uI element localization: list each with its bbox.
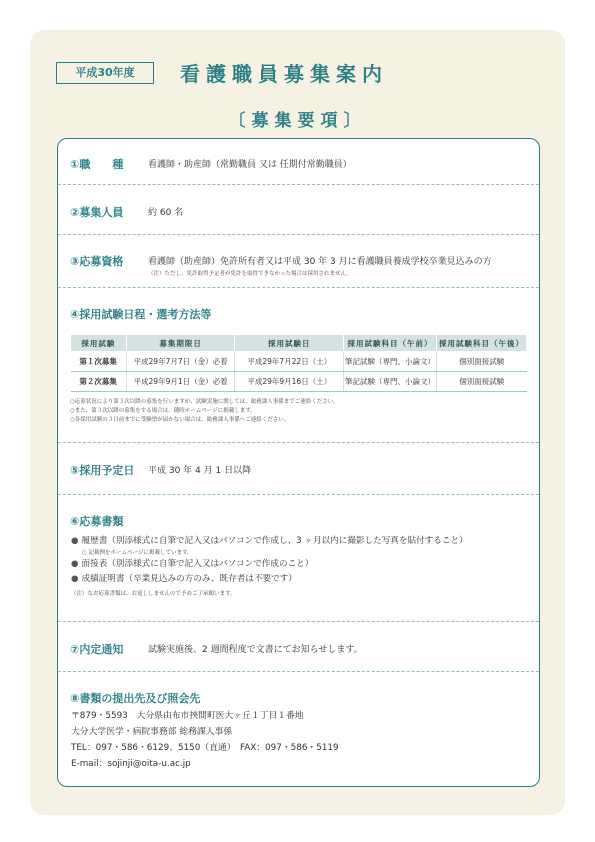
document-item: 成績証明書（卒業見込みの方のみ、既存者は不要です） bbox=[81, 574, 297, 584]
table-cell: 筆記試験（専門、小論文） bbox=[344, 372, 437, 392]
schedule-header-cell: 採用試験日 bbox=[235, 335, 344, 352]
bullet-icon: ● bbox=[71, 574, 79, 584]
notice-text: 試験実施後、2 週間程度で文書にてお知らせします。 bbox=[148, 645, 363, 655]
requirements-box bbox=[57, 138, 540, 787]
schedule-label: ④採用試験日程・選考方法等 bbox=[70, 308, 212, 321]
year-badge: 平成30年度 bbox=[56, 62, 154, 84]
schedule-table bbox=[70, 334, 527, 392]
contact-email[interactable]: E-mail：sojinji@oita-u.ac.jp bbox=[71, 759, 191, 769]
documents-label: ⑥応募書類 bbox=[70, 515, 124, 528]
schedule-header-cell: 募集期限日 bbox=[126, 335, 235, 352]
document-item: 面接表（別添様式に自筆で記入又はパソコンで作成のこと） bbox=[81, 559, 314, 569]
table-cell: 平成29年7月22日（土） bbox=[235, 352, 344, 372]
contact-phone: TEL：097・586・6129、5150（直通） FAX：097・586・5119 bbox=[71, 743, 339, 753]
table-cell: 個別面接試験 bbox=[437, 352, 527, 372]
table-row bbox=[71, 352, 527, 372]
job-text: 看護師・助産師（常勤職員 又は 任期付常勤職員） bbox=[148, 160, 352, 170]
job-label: ①職 種 bbox=[70, 158, 124, 171]
page-title: 看護職員募集案内 bbox=[180, 62, 388, 86]
list-item bbox=[71, 534, 468, 546]
contact-address: 〒879・5593 大分県由布市挾間町医大ヶ丘１丁目１番地 bbox=[71, 711, 304, 721]
table-cell: 個別面接試験 bbox=[437, 372, 527, 392]
table-cell: 平成29年7月7日（金）必着 bbox=[126, 352, 235, 372]
count-label: ②募集人員 bbox=[70, 206, 124, 219]
document-item-note: ○ 記載例をホームページに掲載しています。 bbox=[82, 550, 193, 556]
contact-label: ⑧書類の提出先及び照会先 bbox=[70, 692, 201, 705]
qualification-text: 看護師（助産師）免許所有者又は平成 30 年 3 月に看護職員養成学校卒業見込みの方 bbox=[148, 257, 492, 267]
page-subtitle: 〔募集要項〕 bbox=[228, 111, 367, 131]
start-text: 平成 30 年 4 月 1 日以降 bbox=[148, 466, 252, 476]
section-qualification bbox=[58, 235, 539, 288]
section-job bbox=[58, 139, 539, 185]
qualification-label: ③応募資格 bbox=[70, 255, 124, 268]
section-contact bbox=[58, 672, 539, 787]
bullet-icon: ● bbox=[71, 536, 79, 546]
section-documents bbox=[58, 495, 539, 622]
count-text: 約 60 名 bbox=[148, 208, 184, 218]
page-background bbox=[30, 30, 565, 815]
documents-note: （注）なお応募書類は、お返ししませんので予めご了承願います。 bbox=[71, 591, 236, 597]
table-cell: 平成29年9月1日（金）必着 bbox=[126, 372, 235, 392]
start-label: ⑤採用予定日 bbox=[70, 464, 135, 477]
schedule-note: ○また、第３次以降の募集をする場合は、随時ホームページに掲載します。 bbox=[70, 408, 256, 414]
table-row bbox=[71, 372, 527, 392]
schedule-header-row bbox=[71, 335, 527, 352]
schedule-note: ○応募状況により第３次以降の募集を行いますが、試験実施に関しては、総務課人事係までご連絡ください。 bbox=[70, 399, 339, 405]
table-cell: 平成29年9月16日（土） bbox=[235, 372, 344, 392]
qualification-note: （注）ただし、免許取得予定者が免許を取得できなかった場合は採用されません。 bbox=[148, 271, 352, 277]
section-count bbox=[58, 185, 539, 235]
section-schedule bbox=[58, 288, 539, 443]
table-cell: 第１次募集 bbox=[71, 352, 127, 372]
schedule-header-cell: 採用試験科目（午前） bbox=[344, 335, 437, 352]
notice-label: ⑦内定通知 bbox=[70, 643, 124, 656]
contact-dept: 大分大学医学・病院事務部 総務課人事係 bbox=[71, 727, 233, 737]
list-item bbox=[71, 557, 313, 569]
list-item bbox=[71, 572, 297, 584]
schedule-note: ○各採用試験の３日前までに受験票が届かない場合は、総務課人事係へご連絡ください。 bbox=[70, 417, 290, 423]
table-cell: 第２次募集 bbox=[71, 372, 127, 392]
schedule-header-cell: 採用試験 bbox=[71, 335, 127, 352]
section-notice bbox=[58, 622, 539, 672]
schedule-header-cell: 採用試験科目（午後） bbox=[437, 335, 527, 352]
bullet-icon: ● bbox=[71, 559, 79, 569]
table-cell: 筆記試験（専門、小論文） bbox=[344, 352, 437, 372]
document-item: 履歴書（別添様式に自筆で記入又はパソコンで作成し、3 ヶ月以内に撮影した写真を貼付すること） bbox=[81, 536, 468, 546]
section-start bbox=[58, 443, 539, 495]
